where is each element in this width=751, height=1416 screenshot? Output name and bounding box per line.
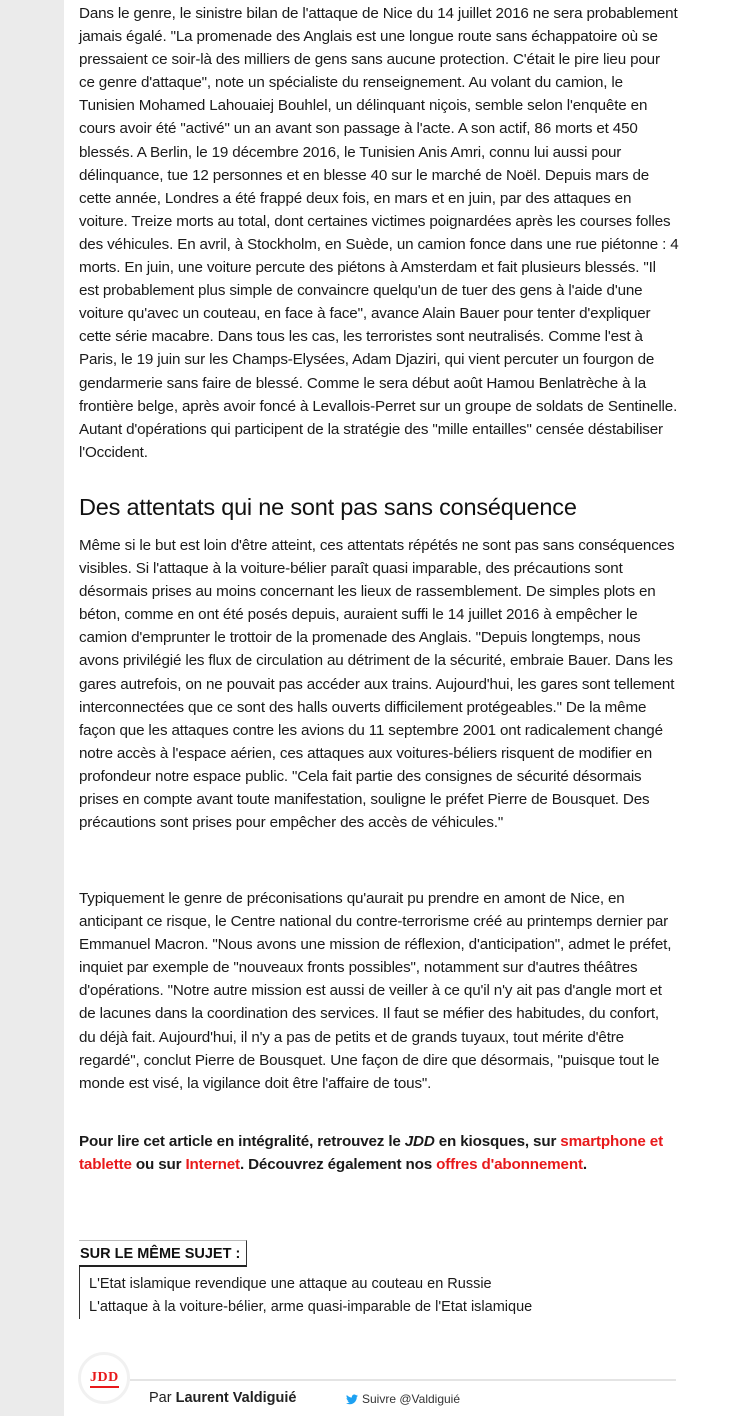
follow-label: Suivre @Valdiguié	[362, 1392, 461, 1406]
twitter-follow-button[interactable]	[346, 1391, 460, 1407]
cta-text: . Découvrez également nos	[239, 1156, 437, 1174]
cta-text: en kiosques, sur	[434, 1133, 561, 1150]
cta-text: ou sur	[131, 1156, 186, 1174]
related-title: SUR LE MÊME SUJET :	[79, 1240, 247, 1267]
smartphone-tablet-link[interactable]: smartphone et tablette	[79, 1133, 663, 1174]
subscription-cta	[79, 1130, 679, 1176]
internet-link[interactable]: Internet	[185, 1156, 240, 1174]
author-name[interactable]: Laurent Valdiguié	[175, 1390, 297, 1406]
cta-text: Pour lire cet article en intégralité, retrouvez le	[79, 1133, 405, 1150]
twitter-bird-icon	[346, 1394, 358, 1405]
related-link[interactable]: L'Etat islamique revendique une attaque au couteau en Russie	[89, 1276, 492, 1292]
jdd-brand-text: JDD	[404, 1133, 435, 1150]
byline-prefix: Par	[149, 1390, 176, 1406]
article-subheading: Des attentats qui ne sont pas sans conséquence	[79, 494, 577, 520]
subscription-offers-link[interactable]: offres d'abonnement	[436, 1156, 583, 1174]
article-paragraph: Typiquement le genre de préconisations qu'aurait pu prendre en amont de Nice, en anticipant ce risque, le Centre national du contre-terrorisme créé au printemps dernier par Emmanuel Macron. "Nous avons une mission de réflexion, d'anticipation", admet le préfet, inquiet par exemple de "nouveaux fronts possibles", notamment sur d'autres théâtres d'opérations. "Notre autre mission est aussi de veiller à ce qu'il n'y ait pas d'angle mort et de lacunes dans la coordination des services. Il faut se méfier des habitudes, du confort, du déjà fait. Aujourd'hui, il n'y a pas de petits et de grands tuyaux, tout mérite d'être regardé", conclut Pierre de Bousquet. Une façon de dire que désormais, "puisque tout le monde est visé, la vigilance doit être l'affaire de tous".	[79, 890, 672, 1092]
divider	[130, 1379, 676, 1381]
page-content	[64, 0, 751, 1416]
byline	[149, 1388, 296, 1408]
article-paragraph: Dans le genre, le sinistre bilan de l'attaque de Nice du 14 juillet 2016 ne sera probablement jamais égalé. "La promenade des Anglais est une longue route sans échappatoire où se pressaient ce soir-là des milliers de gens sans aucune protection. C'était le pire lieu pour ce genre d'attaque", note un spécialiste du renseignement. Au volant du camion, le Tunisien Mohamed Lahouaiej Bouhlel, un délinquant niçois, semble selon l'enquête en cours avoir été "activé" un an avant son passage à l'acte. A son actif, 86 morts et 450 blessés. A Berlin, le 19 décembre 2016, le Tunisien Anis Amri, connu lui aussi pour délinquance, tue 12 personnes et en blesse 40 sur le marché de Noël. Depuis mars de cette année, Londres a été frappé deux fois, en mars et en juin, par des attaques en voiture. Treize morts au total, dont certaines victimes poignardées après les courses folles des véhicules. En avril, à Stockholm, en Suède, un camion fonce dans une rue piétonne : 4 morts. En juin, une voiture percute des piétons à Amsterdam et fait plusieurs blessés. "Il est probablement plus simple de convaincre quelqu'un de tuer des gens à l'aide d'une voiture qu'avec un couteau, en face à face", avance Alain Bauer pour tenter d'expliquer cette série macabre. Dans tous les cas, les terroristes sont neutralisés. Comme l'est à Paris, le 19 juin sur les Champs-Elysées, Adam Djaziri, qui vient percuter un fourgon de gendarmerie sans faire de blessé. Comme le sera début août Hamou Benlatrèche à la frontière belge, après avoir foncé à Levallois-Perret sur un groupe de soldats de Sentinelle. Autant d'opérations qui participent de la stratégie des "mille entailles" censée déstabiliser l'Occident.	[79, 5, 679, 461]
cta-text: .	[582, 1156, 587, 1174]
related-list	[79, 1267, 609, 1319]
related-link[interactable]: L'attaque à la voiture-bélier, arme quasi-imparable de l'Etat islamique	[89, 1299, 533, 1315]
related-articles	[79, 1240, 599, 1319]
author-block	[78, 1352, 688, 1416]
jdd-logo-text: JDD	[90, 1371, 119, 1388]
article-paragraph: Même si le but est loin d'être atteint, ces attentats répétés ne sont pas sans conséquences visibles. Si l'attaque à la voiture-bélier paraît quasi imparable, des précautions sont désormais prises au moins concernant les lieux de rassemblement. De simples plots en béton, comme en ont été posés depuis, auraient suffi le 14 juillet 2016 à empêcher le camion d'emprunter le trottoir de la promenade des Anglais. "Depuis longtemps, nous avons privilégié les flux de circulation au détriment de la sécurité, embraie Bauer. Dans les gares autrefois, on ne pouvait pas accéder aux trains. Aujourd'hui, les gares sont tellement interconnectées que ce sont des halls ouverts difficilement protégeables." De la même façon que les attaques contre les avions du 11 septembre 2001 ont radicalement changé notre accès à l'espace aérien, ces attaques aux voitures-béliers risquent de modifier en profondeur notre espace public. "Cela fait partie des consignes de sécurité désormais prises en compte avant toute manifestation, souligne le préfet Pierre de Bousquet. Des précautions sont prises pour empêcher des accès de véhicules."	[79, 537, 675, 832]
jdd-logo	[78, 1352, 130, 1404]
